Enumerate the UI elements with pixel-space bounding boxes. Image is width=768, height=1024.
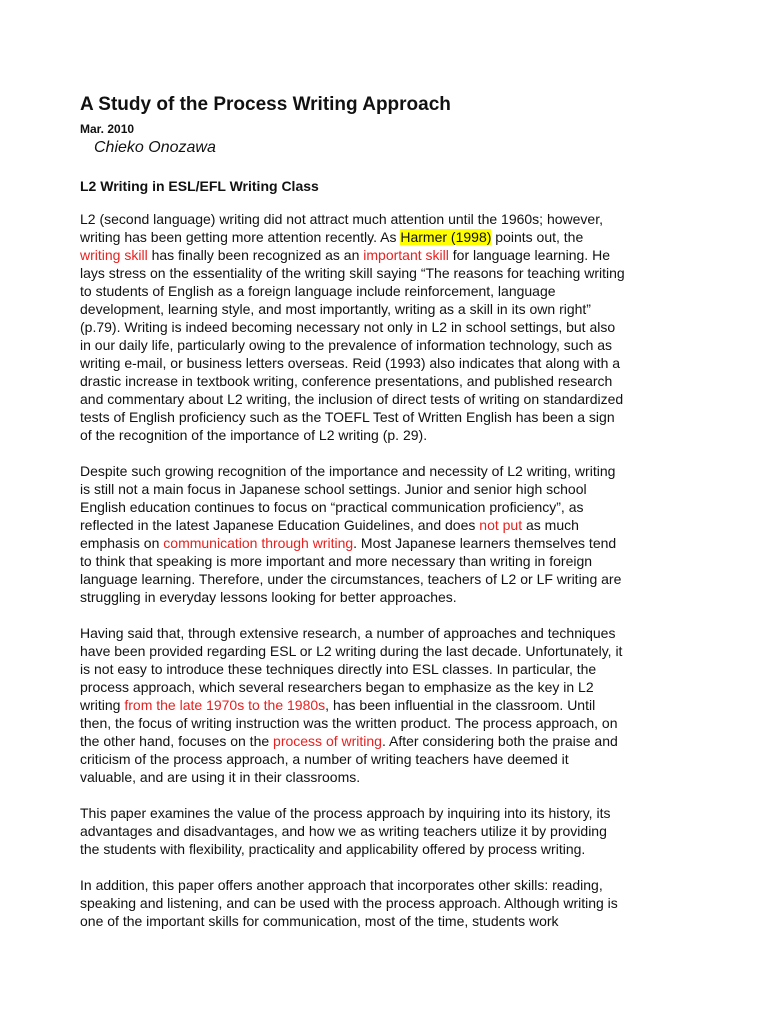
text-line: Having said that, through extensive research, a number of approaches and techniques (80, 625, 616, 641)
text-line: writing skill has finally been recognized as an important skill for language learning. He (80, 247, 610, 263)
text-line: Despite such growing recognition of the importance and necessity of L2 writing, writing (80, 463, 616, 479)
text-line: writing from the late 1970s to the 1980s, has been influential in the classroom. Until (80, 697, 596, 713)
body-paragraph (80, 462, 680, 606)
text-line: language learning. Therefore, under the circumstances, teachers of L2 or LF writing are (80, 571, 622, 587)
text-line: to students of English as a foreign language include reinforcement, language (80, 283, 556, 299)
text-line: valuable, and are using it in their classrooms. (80, 769, 361, 785)
document-author: Chieko Onozawa (94, 139, 216, 156)
body-paragraph (80, 624, 680, 786)
body-paragraph (80, 876, 680, 930)
red-annotation: not put (479, 517, 523, 533)
red-annotation: important skill (363, 247, 449, 263)
text-line: In addition, this paper offers another approach that incorporates other skills: reading, (80, 877, 603, 893)
highlighted-citation: Harmer (1998) (400, 229, 492, 245)
red-annotation: communication through writing (163, 535, 354, 551)
document-date: Mar. 2010 (80, 122, 135, 136)
text-line: tests of English proficiency such as the TOEFL Test of Written English has been a sign (80, 409, 615, 425)
body-paragraph (80, 804, 680, 858)
red-annotation: from the late 1970s to the 1980s (124, 697, 326, 713)
text-line: in our daily life, particularly owing to the prevalence of information technology, such as (80, 337, 613, 353)
text-line: (p.79). Writing is indeed becoming necessary not only in L2 in school settings, but also (80, 319, 616, 335)
document-body (80, 210, 680, 948)
section-heading: L2 Writing in ESL/EFL Writing Class (80, 178, 319, 194)
red-annotation: writing skill (80, 247, 148, 263)
text-line: process approach, which several researchers began to emphasize as the key in L2 (80, 679, 594, 695)
text-line: English education continues to focus on “practical communication proficiency”, as (80, 499, 584, 515)
text-line: have been provided regarding ESL or L2 writing during the last decade. Unfortunately, it (80, 643, 623, 659)
text-line: and commentary about L2 writing, the inclusion of direct tests of writing on standardized (80, 391, 624, 407)
text-line: L2 (second language) writing did not attract much attention until the 1960s; however, (80, 211, 603, 227)
text-line: of the recognition of the importance of L2 writing (p. 29). (80, 427, 428, 443)
text-line: writing e-mail, or business letters overseas. Reid (1993) also indicates that along with a (80, 355, 621, 371)
text-line: then, the focus of writing instruction was the written product. The process approach, on (80, 715, 618, 731)
text-line: the students with flexibility, practicality and applicability offered by process writing. (80, 841, 586, 857)
text-line: is not easy to introduce these techniques directly into ESL classes. In particular, the (80, 661, 597, 677)
text-line: to think that speaking is more important and more necessary than writing in foreign (80, 553, 593, 569)
text-line: one of the important skills for communication, most of the time, students work (80, 913, 559, 929)
text-line: the other hand, focuses on the process of writing. After considering both the praise and (80, 733, 618, 749)
text-line: reflected in the latest Japanese Education Guidelines, and does not put as much (80, 517, 579, 533)
red-annotation: process of writing (273, 733, 382, 749)
text-line: speaking and listening, and can be used with the process approach. Although writing is (80, 895, 618, 911)
text-line: development, learning style, and most importantly, writing as a skill in its own right” (80, 301, 591, 317)
text-line: emphasis on communication through writing. Most Japanese learners themselves tend (80, 535, 617, 551)
body-paragraph (80, 210, 680, 444)
text-line: criticism of the process approach, a number of writing teachers have deemed it (80, 751, 569, 767)
document-title: A Study of the Process Writing Approach (80, 94, 451, 115)
text-line: struggling in everyday lessons looking for better approaches. (80, 589, 457, 605)
text-line: drastic increase in textbook writing, conference presentations, and published research (80, 373, 613, 389)
text-line: is still not a main focus in Japanese school settings. Junior and senior high school (80, 481, 587, 497)
text-line: lays stress on the essentiality of the writing skill saying “The reasons for teaching writing (80, 265, 625, 281)
text-line: writing has been getting more attention recently. As Harmer (1998) points out, the (80, 229, 584, 245)
text-line: advantages and disadvantages, and how we as writing teachers utilize it by providing (80, 823, 607, 839)
text-line: This paper examines the value of the process approach by inquiring into its history, its (80, 805, 611, 821)
